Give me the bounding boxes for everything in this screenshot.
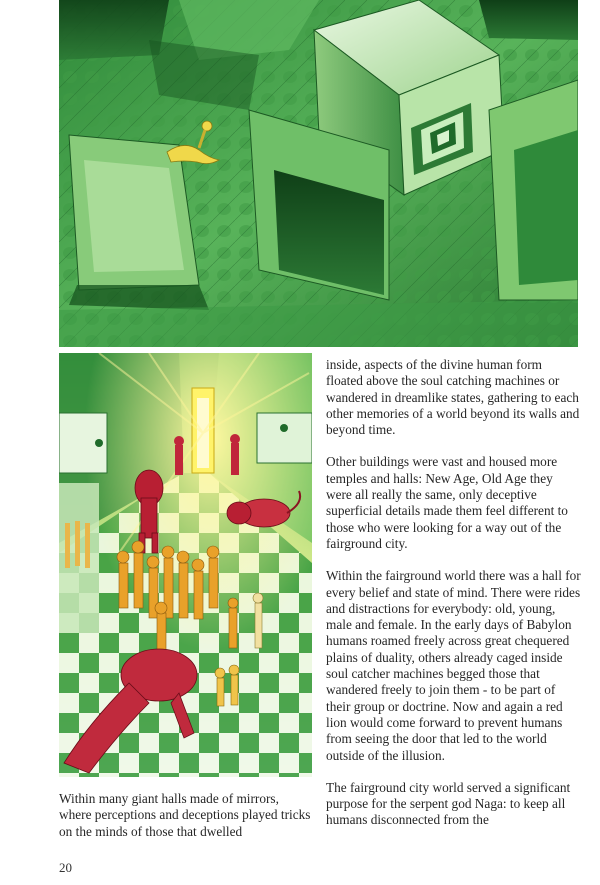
left-caption-text: Within many giant halls made of mirrors, where perceptions and deceptions played tricks on the minds of those that dwelled — [59, 791, 311, 839]
paragraph-4: The fairground city world served a significant purpose for the serpent god Naga: to keep all humans disconnected from the — [326, 779, 571, 828]
soul-catcher-city-artwork — [59, 0, 578, 347]
left-illustration — [59, 353, 312, 777]
chequered-hall-artwork — [59, 353, 312, 777]
right-text-column — [326, 357, 581, 845]
paragraph-3: Within the fairground world there was a hall for every belief and state of mind. There were rides and distractions for everybody: old, young, male and female. In the early days of Babylon humans roamed freely across great chequered plains of duality, others already caged inside soul catcher machines begged those that wandered freely to join them - to be part of their group or doctrine. Now and again a red lion would come forward to prevent humans from seeing the door that led to the world outside of the illusion. — [326, 568, 581, 763]
page-number: 20 — [59, 860, 72, 875]
paragraph-1: inside, aspects of the divine human form floated above the soul catching machines or wandered in dreamlike states, gathering to each other memories of a world beyond its walls and beyond time. — [326, 357, 580, 438]
top-illustration — [59, 0, 578, 347]
paragraph-2: Other buildings were vast and housed more temples and halls: New Age, Old Age they were all really the same, only deceptive superficial details made them feel different to those who were looking for a way out of the fairground city. — [326, 454, 568, 551]
